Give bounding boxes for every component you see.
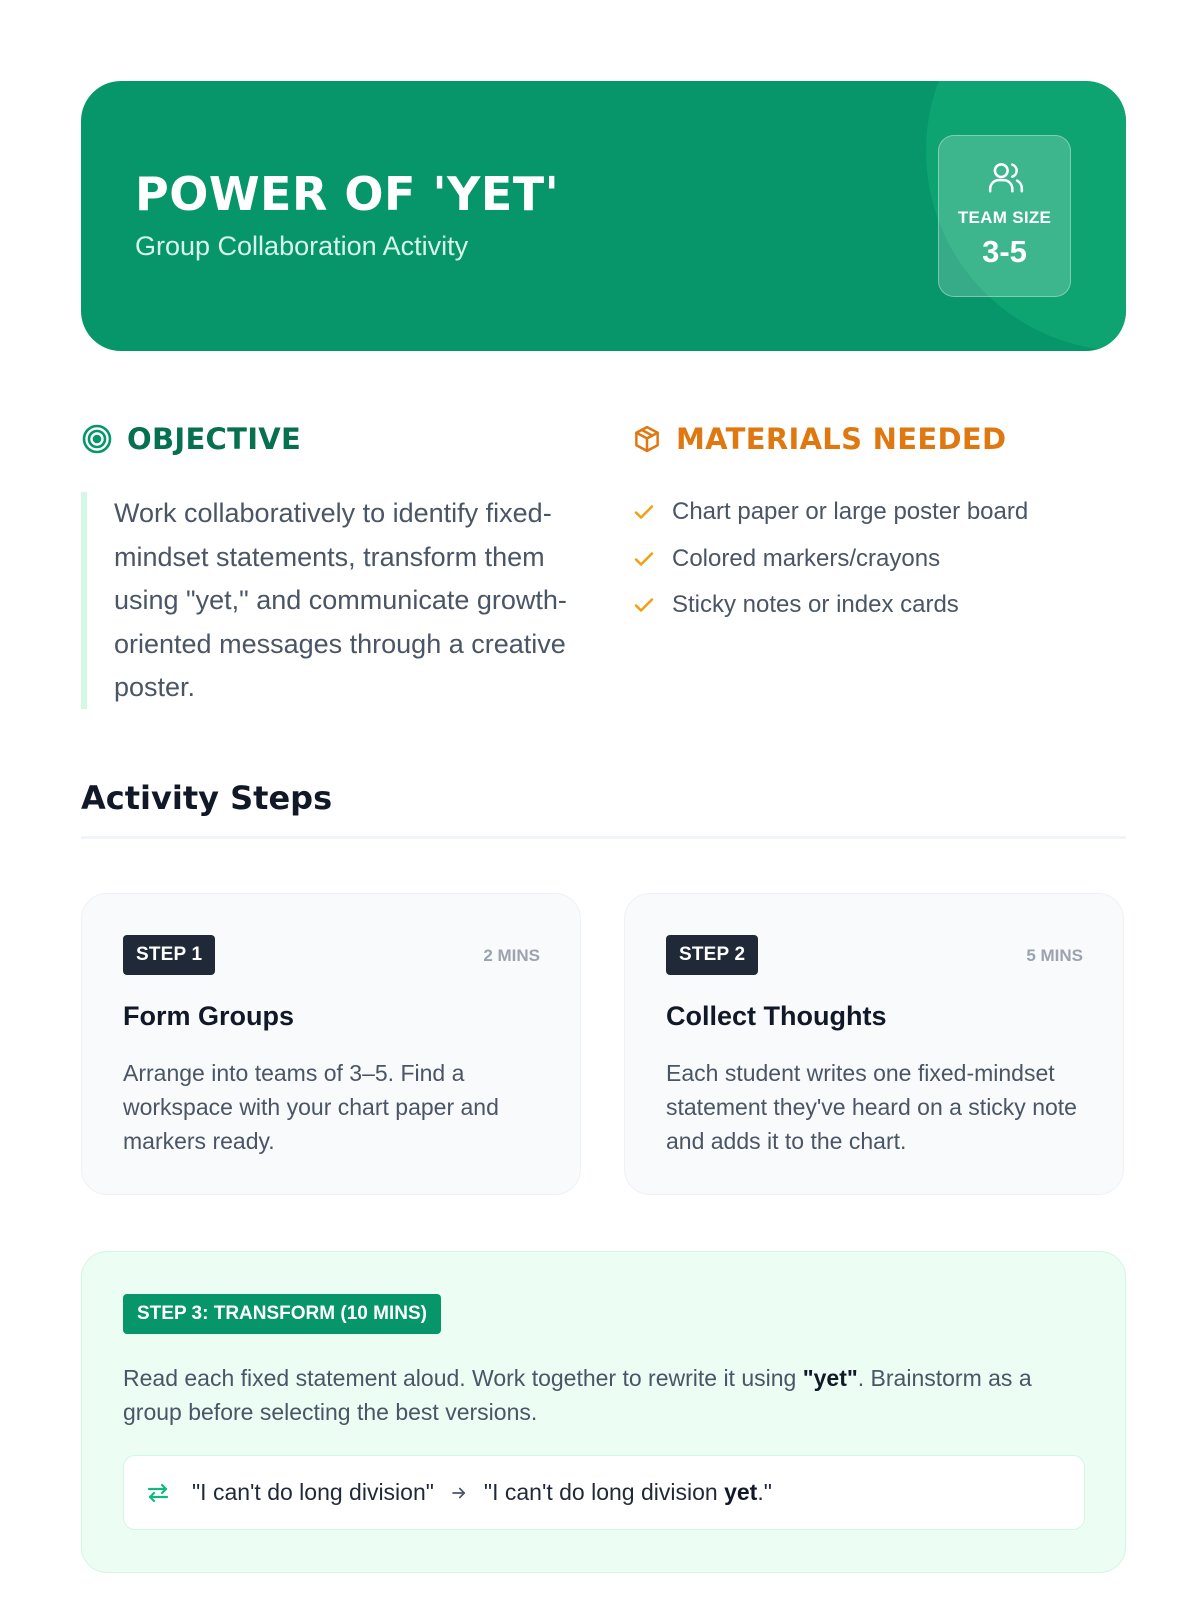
example-growth-part: "I can't do long division [483, 1479, 725, 1505]
example-box [123, 1455, 1085, 1530]
page-subtitle: Group Collaboration Activity [135, 231, 469, 261]
swap-arrows-icon [146, 1481, 170, 1505]
example-growth-emphasis: yet [724, 1479, 758, 1505]
activity-steps-heading: Activity Steps [81, 779, 333, 817]
objective-heading [81, 422, 301, 456]
hero-banner [81, 81, 1126, 351]
section-divider [81, 836, 1126, 839]
material-label: Sticky notes or index cards [672, 591, 959, 619]
check-icon [632, 593, 656, 617]
step3-desc-part: . Brainstorm as a group before selecting the best versions. [123, 1365, 1032, 1425]
example-fixed-statement: "I can't do long division" [192, 1479, 434, 1505]
step-duration: 2 MINS [483, 946, 540, 965]
list-item [632, 536, 1028, 583]
example-growth-part: ." [757, 1479, 772, 1505]
page-title: POWER OF 'YET' [135, 167, 560, 221]
step-description: Arrange into teams of 3–5. Find a workspace with your chart paper and markers ready. [123, 1060, 499, 1154]
step3-card [81, 1251, 1126, 1573]
team-size-value: 3-5 [982, 234, 1027, 269]
materials-heading [632, 422, 1006, 456]
material-label: Colored markers/crayons [672, 544, 941, 572]
step-description: Each student writes one fixed-mindset statement they've heard on a sticky note and adds it to the chart. [666, 1060, 1077, 1154]
step3-badge: STEP 3: TRANSFORM (10 MINS) [123, 1294, 441, 1334]
step3-desc-part: Read each fixed statement aloud. Work together to rewrite it using [123, 1365, 803, 1391]
objective-text: Work collaboratively to identify fixed-mindset statements, transform them using "yet," and communicate growth-oriented messages through a creative poster. [114, 498, 567, 702]
step-card [81, 893, 581, 1195]
list-item [632, 582, 1028, 629]
step-badge: STEP 2 [666, 935, 758, 975]
team-size-label: TEAM SIZE [957, 208, 1052, 227]
step-duration: 5 MINS [1026, 946, 1083, 965]
users-icon [987, 158, 1025, 196]
step3-desc-emphasis: "yet" [802, 1365, 858, 1391]
box-icon [632, 424, 662, 454]
list-item [632, 489, 1028, 536]
team-size-card [938, 135, 1071, 297]
materials-list [632, 489, 1028, 629]
objective-heading-text: OBJECTIVE [127, 422, 302, 456]
check-icon [632, 500, 656, 524]
target-icon [81, 423, 113, 455]
step-card [624, 893, 1124, 1195]
example-growth-statement [484, 1479, 772, 1506]
materials-heading-text: MATERIALS NEEDED [676, 422, 1007, 456]
check-icon [632, 547, 656, 571]
material-label: Chart paper or large poster board [672, 498, 1029, 526]
objective-accent-bar [81, 492, 87, 709]
step-title: Collect Thoughts [666, 1001, 887, 1031]
arrow-right-icon [450, 1484, 468, 1502]
step-title: Form Groups [123, 1001, 295, 1031]
step3-description [123, 1361, 1083, 1429]
step-badge: STEP 1 [123, 935, 215, 975]
